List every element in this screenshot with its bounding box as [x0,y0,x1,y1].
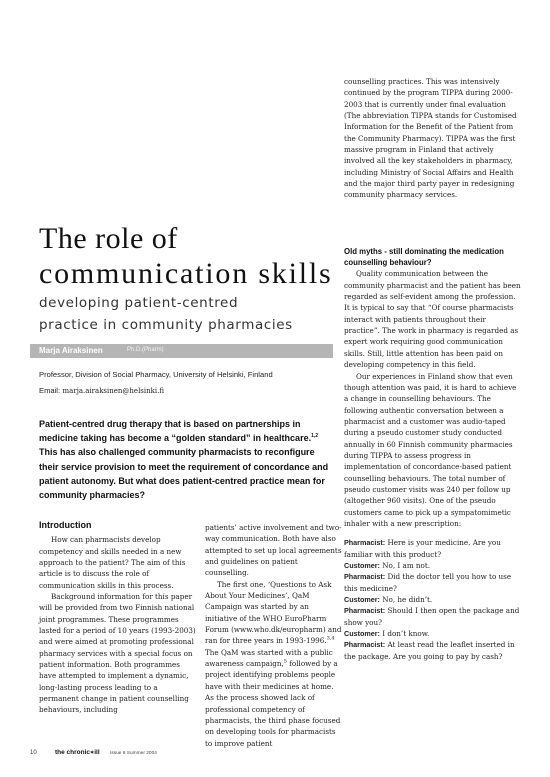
paragraph: Our experiences in Finland show that even though attention was paid, it is hard to achieve a change in counselling behaviours. The following authentic conversation between a pharmacist and a customer was audio-taped during a pseudo customer study conducted annually in 60 Finnish community pharmacies during TIPPA to assess progress in implementation of concordance-based patient counselling behaviours. The total number of pseudo customer visits was 240 per follow up (altogether 960 visits). One of the pseudo customers came to pick up a sympatomimetic inhaler with a new prescription: [344,371,517,528]
lead-citation: 1,2 [311,433,319,440]
author-email-line [39,386,164,395]
article-title-line1: The role of [39,222,178,255]
dialogue-line: Customer: No, I am not. [344,561,431,570]
article-subtitle-line1: developing patient-centred [39,295,239,311]
continuation-paragraph: counselling practices. This was intensively continued by the program TIPPA during 2000-2003 that is currently under final evaluation (The abbreviation TIPPA stands for Customised Information for the Benefit of the Patient from the Community Pharmacy). TIPPA was the first massive program in Finland that actively involved all the key stakeholders in pharmacy, including Ministry of Social Affairs and Health and the major third party payer in redesigning community pharmacy services. [344,77,517,200]
publication-logo: the chronic✶ill [55,749,100,756]
dialogue-line: Pharmacist: Should I then open the package and show you? [344,606,520,627]
dialogue-line: Pharmacist: Did the doctor tell you how to use this medicine? [344,572,512,593]
paragraph: How can pharmacists develop competency and skills needed in a new approach to the patient? The aim of this article is to discuss the role of communication skills in this process. [39,535,186,590]
intro-heading: Introduction [39,520,92,530]
paragraph: Background information for this paper will be provided from two Finnish national joint programmes. These programmes lasted for a period of 10 years (1993-2003) and were aimed at promoting professional pharmacy services with a special focus on patient information. Both programmes have attempted to implement a dynamic, long-lasting process leading to a permanent change in patient counselling behaviours, including [39,591,196,715]
author-bar [30,344,333,358]
lead-text-b: This has also challenged community pharmacists to reconfigure their service provision to meet the requirement of concordance and patient autonomy. But what does patient-centred practice mean for community pharmacies? [39,447,329,501]
article-title-line2: communication skills [39,257,333,290]
dialogue-line: Pharmacist: Here is your medicine. Are you familiar with this product? [344,538,501,559]
dialogue-line: Pharmacist: At least read the leaflet inserted in the package. Are you going to pay by cash? [344,640,515,661]
paragraph: patients’ active involvement and two-way communication. Both have also attempted to set up local agreements and guidelines on patient counselling. [205,523,342,578]
column-1 [39,520,199,716]
author-degree: Ph.D.(Pharm) [127,347,164,353]
page-number: 10 [30,750,37,756]
column-3 [344,246,522,662]
paragraph: Quality communication between the community pharmacist and the patient has been regarded as self-evident among the profession. It is typical to say that “Of course pharmacists interact with patients throughout their practice”. The work in pharmacy is regarded as expert work requiring good communication skills. Still, little attention has been paid on developing competency in this field. [344,269,521,370]
lead-paragraph [39,417,332,502]
column-2 [205,522,342,749]
email-label: Email: [39,386,61,395]
dialogue-line: Customer: No, he didn’t. [344,595,433,605]
right-column-top [344,76,522,201]
email-link[interactable]: marja.airaksinen@helsinki.fi [62,387,165,395]
lead-text-a: Patient-centred drug therapy that is based on partnerships in medicine taking has become a “golden standard” in healthcare. [39,419,312,444]
author-affiliation: Professor, Division of Social Pharmacy, University of Helsinki, Finland [39,370,273,379]
author-name: Marja Airaksinen [39,346,103,355]
myths-heading: Old myths - still dominating the medication counselling behaviour? [344,247,504,268]
paragraph: The first one, ‘Questions to Ask About Your Medicines’, QaM Campaign was started by an initiative of the WHO EuroPharm Forum (www.who.dk/europharm) and ran for three years in 1993-1996.$^{3,4}$ The QaM was started with a public awareness campaign,$^5$ followed by a project identifying problems people have with their medicines at home. As the process showed lack of professional competency of pharmacists, the third phase focused on developing tools for pharmacists to improve patient [205,579,342,748]
logo-mark-icon: ✶ [90,750,95,756]
dialogue-line: Customer: I don’t know. [344,629,430,639]
dialogue [344,537,522,662]
issue-label: Issue 8 Summer 2004 [110,751,157,756]
article-subtitle-line2: practice in community pharmacies [39,317,293,333]
